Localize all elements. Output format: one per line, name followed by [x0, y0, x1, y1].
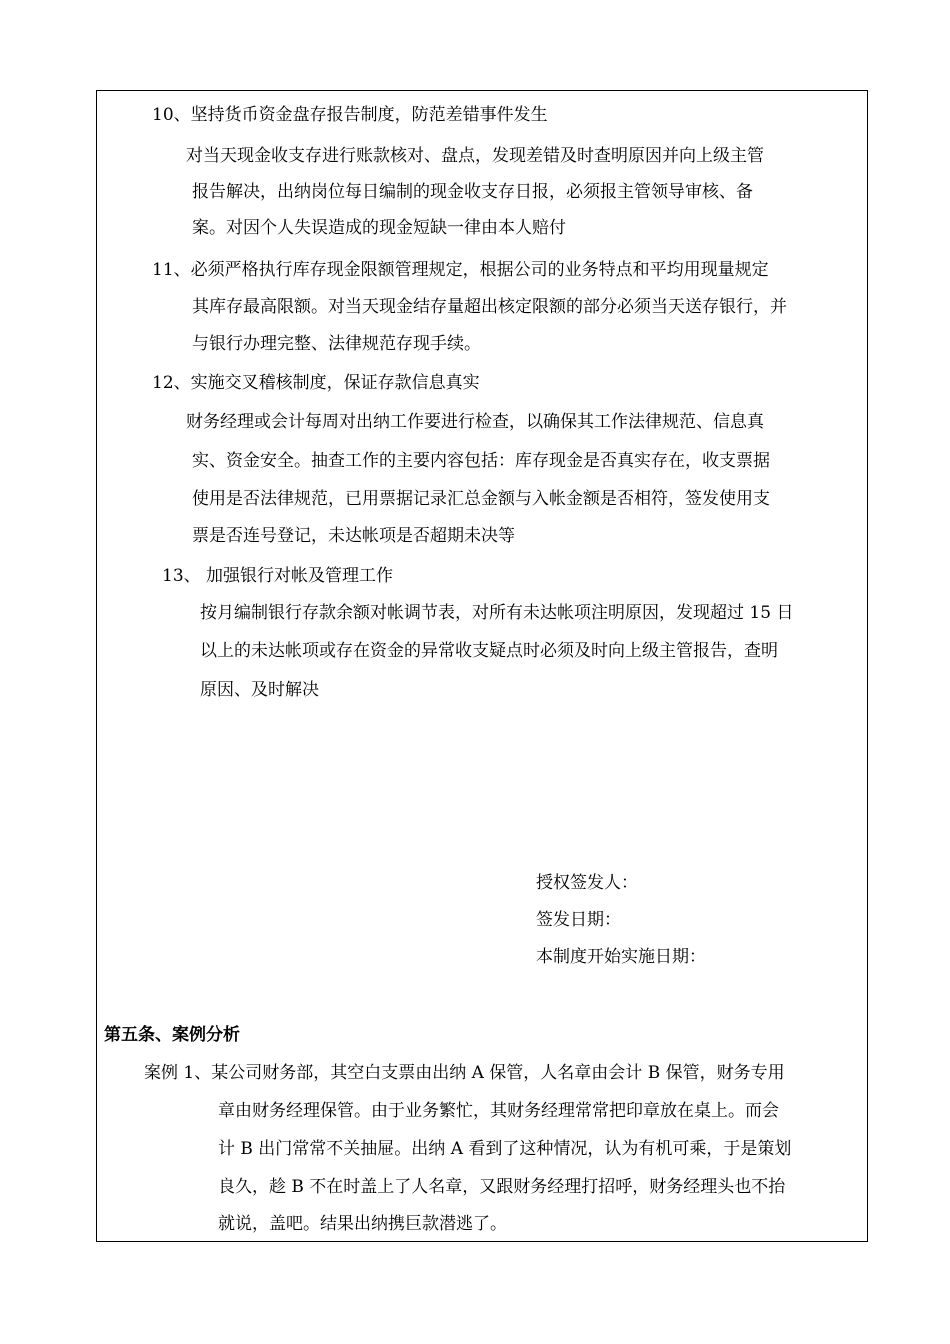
section5-title: 第五条、案例分析	[104, 1025, 240, 1045]
case1-line: 就说，盖吧。结果出纳携巨款潜逃了。	[218, 1214, 507, 1234]
item10-title: 10、坚持货币资金盘存报告制度，防范差错事件发生	[152, 105, 548, 125]
item12-body-line: 财务经理或会计每周对出纳工作要进行检查，以确保其工作法律规范、信息真	[186, 412, 764, 432]
item13-body-line: 按月编制银行存款余额对帐调节表，对所有未达帐项注明原因，发现超过 15 日	[200, 603, 794, 623]
item10-body-line: 报告解决，出纳岗位每日编制的现金收支存日报，必须报主管领导审核、备	[192, 182, 753, 202]
case1-line: 计 B 出门常常不关抽屉。出纳 A 看到了这种情况，认为有机可乘，于是策划	[218, 1139, 792, 1159]
item10-body-line: 案。对因个人失误造成的现金短缺一律由本人赔付	[192, 218, 566, 238]
item13-body-line: 原因、及时解决	[200, 680, 319, 700]
item12-body-line: 票是否连号登记，未达帐项是否超期未决等	[192, 526, 515, 546]
issue-date-label: 签发日期：	[536, 910, 621, 930]
effective-date-label: 本制度开始实施日期：	[536, 947, 706, 967]
item12-body-line: 使用是否法律规范，已用票据记录汇总金额与入帐金额是否相符，签发使用支	[192, 489, 770, 509]
item11-line: 与银行办理完整、法律规范存现手续。	[192, 334, 481, 354]
signer-label: 授权签发人：	[536, 873, 638, 893]
item12-body-line: 实、资金安全。抽查工作的主要内容包括：库存现金是否真实存在，收支票据	[192, 451, 770, 471]
item13-body-line: 以上的未达帐项或存在资金的异常收支疑点时必须及时向上级主管报告，查明	[200, 641, 778, 661]
item13-title: 13、 加强银行对帐及管理工作	[162, 566, 394, 586]
item11-line: 其库存最高限额。对当天现金结存量超出核定限额的部分必须当天送存银行，并	[192, 297, 787, 317]
case1-line: 案例 1、某公司财务部，其空白支票由出纳 A 保管，人名章由会计 B 保管，财务专用	[144, 1063, 785, 1083]
case1-line: 章由财务经理保管。由于业务繁忙，其财务经理常常把印章放在桌上。而会	[218, 1101, 779, 1121]
item12-title: 12、实施交叉稽核制度，保证存款信息真实	[152, 373, 480, 393]
case1-line: 良久，趁 B 不在时盖上了人名章，又跟财务经理打招呼，财务经理头也不抬	[218, 1177, 786, 1197]
item10-body-line: 对当天现金收支存进行账款核对、盘点，发现差错及时查明原因并向上级主管	[186, 146, 764, 166]
item11-line: 11、必须严格执行库存现金限额管理规定，根据公司的业务特点和平均用现量规定	[152, 260, 769, 280]
